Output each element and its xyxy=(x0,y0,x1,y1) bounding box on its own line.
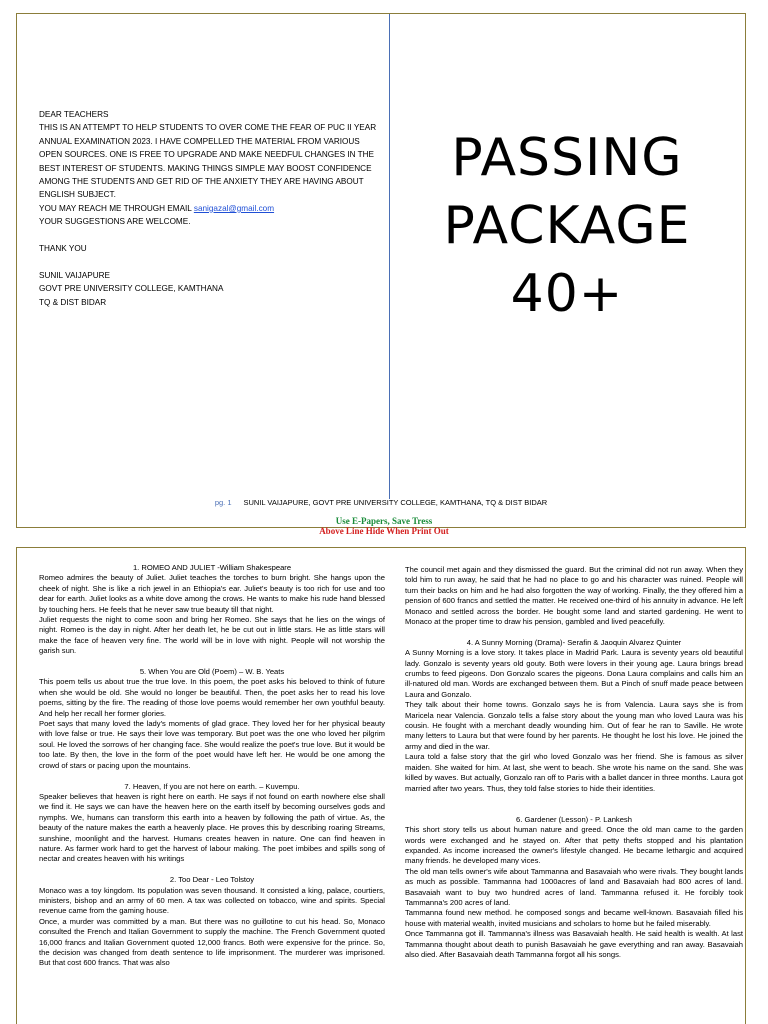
page-one xyxy=(16,13,746,528)
signature-district: TQ & DIST BIDAR xyxy=(39,297,107,307)
teacher-letter xyxy=(39,108,381,309)
paragraph: Romeo admires the beauty of Juliet. Juliet teaches the torches to burn bright. She hangs upon the cheek of night. She is like a rich jewel in an Ethiopia's ear. Juliet's beauty is too rich for use and too dear for earth. Juliet looks as a white dove among the crows. He wants to make his rude hand blessed by touching hers. He feels that he never saw true beauty till that night. xyxy=(39,573,385,614)
paragraph: Once Tammanna got ill. Tammanna's illness was Basavaiah health. He said health is wealth. At last Tammanna thought about death to punish Basavaiah he gave everything and ran away. Basavaiah also died. After Basavaiah death Tammanna forgot all his songs. xyxy=(405,929,743,959)
paragraph: The old man tells owner's wife about Tammanna and Basavaiah who were rivals. They bought lands as much as possible. Tammanna had 1000acres of land and Basavaiah had 800 acres of land. Basavaiah want to buy two hundred acres of land. Tammanna refused it. He forcibly took Tammanna's 200 acres of land. xyxy=(405,866,743,907)
section-heading: 4. A Sunny Morning (Drama)- Serafin & Jaoquin Alvarez Quinter xyxy=(466,637,682,647)
title-line-2: PACKAGE xyxy=(443,196,691,256)
email-link[interactable]: sanigazal@gmail.com xyxy=(193,203,275,213)
section-heading: 5. When You are Old (Poem) – W. B. Yeats xyxy=(139,667,285,677)
eco-line-2: Above Line Hide When Print Out xyxy=(319,526,449,536)
letter-body: THIS IS AN ATTEMPT TO HELP STUDENTS TO OVER COME THE FEAR OF PUC II YEAR ANNUAL EXAMINATION 2023. I HAVE COMPELLED THE MATERIAL FROM VARIOUS OPEN SOURCES. ONE IS FREE TO UPGRADE AND MAKE NEEDFUL CHANGES IN THE BEST INTEREST OF STUDENTS. MAKING THINGS SIMPLE MAY BOOST CONFIDENCE AMONG THE STUDENTS AND GET RID OF THE ANXIETY THEY ARE HAVING ABOUT ENGLISH SUBJECT. xyxy=(39,123,377,200)
paragraph: Tammanna found new method. he composed songs and became well-known. Basavaiah filled his house with material wealth, invited musicians and scholars to home but he failed miserably. xyxy=(405,908,743,928)
vertical-divider xyxy=(389,14,390,499)
paragraph: This short story tells us about human nature and greed. Once the old man came to the garden words were exchanged and he stayed on. After that petty thefts stopped and his plantation expanded. As income increased the owner's lifestyle changed. He became lethargic and acquired many friends. he developed many vices. xyxy=(405,825,743,866)
paragraph: A Sunny Morning is a love story. It takes place in Madrid Park. Laura is seventy years old beautiful lady. Gonzalo is seventy years old gouty. Both were lovers in their young age. Laura brings bread crumbs to feed pigeons. Don Gonzalo scares the pigeons. Dona Laura complains and calls him an ill-natured old man. Words are exchanged between them. But a Pinch of snuff made peace between Laura and Gonzalo. xyxy=(405,648,743,699)
title-line-3: 40+ xyxy=(510,264,624,324)
section-heading: 1. ROMEO AND JULIET -William Shakespeare xyxy=(132,563,292,572)
eco-line-1: Use E-Papers, Save Tress xyxy=(335,516,433,526)
footer-text: SUNIL VAIJAPURE, GOVT PRE UNIVERSITY COLLEGE, KAMTHANA, TQ & DIST BIDAR xyxy=(243,498,548,507)
eco-message xyxy=(0,516,768,536)
letter-thanks: THANK YOU xyxy=(39,244,87,254)
letter-suggestions: YOUR SUGGESTIONS ARE WELCOME. xyxy=(39,217,191,227)
page-footer xyxy=(17,498,745,507)
letter-salutation: DEAR TEACHERS xyxy=(39,110,109,119)
paragraph: The council met again and they dismissed the guard. But the criminal did not run away. When they told him to run away, he said that he had no place to go and his character was ruined. People will turn their backs on him and he had also forgotten the way of working. Finally, the they offered him a pension of 600 francs and settled the matter. He received one-third of his annuity in advance. He left Monaco and settled across the border. He bought some land and started gardening. He went to Monaco at the proper time to draw his pension, gambled and lived peacefully. xyxy=(405,565,743,627)
page-two xyxy=(16,547,746,1024)
paragraph: They talk about their home towns. Gonzalo says he is from Valencia. Laura says she is from Maricela near Valencia. Gonzalo tells a false story about the young man who loved Laura was his cousin. He fought with a merchant deadly wounding him. Out of fear he ran to Saville. He wrote many letters to Laura but that were found by her parents. He thought he lost his love. He joined the army and died in the war. xyxy=(405,700,743,751)
paragraph: Monaco was a toy kingdom. Its population was seven thousand. It consisted a king, palace, courtiers, ministers, bishop and an army of 60 men. A tax was collected on tobacco, wine and spirits. Special revenue came from the gaming house. xyxy=(39,885,385,916)
package-title xyxy=(402,124,732,328)
paragraph: Speaker believes that heaven is right here on earth. He says if not found on earth nowhere else shall we find it. He says we can have the heaven here on the earth itself by becoming ourselves gods and nymphs. We, humans can transform this earth into a heaven by following the path of virtue. As, the beauty of the nature makes the earth a heavenly place. He proves this by describing roaring Streams, sunshine, moonlight and the harvest. Humans creates heaven in nature. One can find heaven in nature. As farmer work hard to get the harvest of labour making. The poet imbibes and spills song of nectar and creates heaven with his writings xyxy=(39,791,385,864)
email-prefix: YOU MAY REACH ME THROUGH EMAIL xyxy=(39,203,192,213)
signature-name: SUNIL VAIJAPURE xyxy=(39,270,110,280)
paragraph: Juliet requests the night to come soon and bring her Romeo. She says that he lies on the wings of night. Romeo is the day in night. After her death let, he be cut out in little stars. He as little stars will make the face of heaven very fine. The world will be in love with night. People will not worship the garish sun. xyxy=(39,615,385,656)
paragraph: Poet says that many loved the lady's moments of glad grace. They loved her for her physical beauty with love false or true. He says their love was temporary. But poet was the one who loved her pilgrim soul. He loved the sorrows of her changing face. She would realize the poet's true love. But it would be too late. By then, the love in the form of the poet would have left her. He would be one among the crowd of stars or pacing upon the mountains. xyxy=(39,719,385,770)
paragraph: Once, a murder was committed by a man. But there was no guillotine to cut his head. So, Monaco consulted the French and Italian Government to supply the machine. The French Government quoted 16,000 francs and Italian Government quoted 12,000 francs. Both were expensive for the prince. So, the decision was changed from death sentence to life imprisonment. The murderer was imprisoned. But that cost 600 francs. That was also xyxy=(39,916,385,968)
section-heading: 2. Too Dear - Leo Tolstoy xyxy=(169,875,255,885)
left-column xyxy=(39,563,385,969)
email-line xyxy=(39,202,381,215)
section-heading: 7. Heaven, If you are not here on earth. – Kuvempu. xyxy=(124,781,300,791)
title-line-1: PASSING xyxy=(451,128,683,188)
page-number: pg. 1 xyxy=(214,498,232,507)
section-heading: 6. Gardener (Lesson) - P. Lankesh xyxy=(516,814,632,824)
right-column xyxy=(405,565,743,960)
paragraph: Laura told a false story that the girl who loved Gonzalo was her friend. She is famous as silver maiden. She waited for him. At last, she went to beach. She wrote his name on the sand. She was killed by waves. But actually, Gonzalo ran off to Paris with a ballet dancer in three months. Laura got married after two years. Thus, they told false stories to hide their identities. xyxy=(405,752,743,793)
signature-college: GOVT PRE UNIVERSITY COLLEGE, KAMTHANA xyxy=(39,284,224,294)
paragraph: This poem tells us about true the true love. In this poem, the poet asks his beloved to think of future when she would be old. She would no longer be beautiful. Then, the poet asks her to read his love poems, sitting by the fire. The reading of those love poems would remember her own youthful beauty. And help her recall her former glories. xyxy=(39,677,385,718)
